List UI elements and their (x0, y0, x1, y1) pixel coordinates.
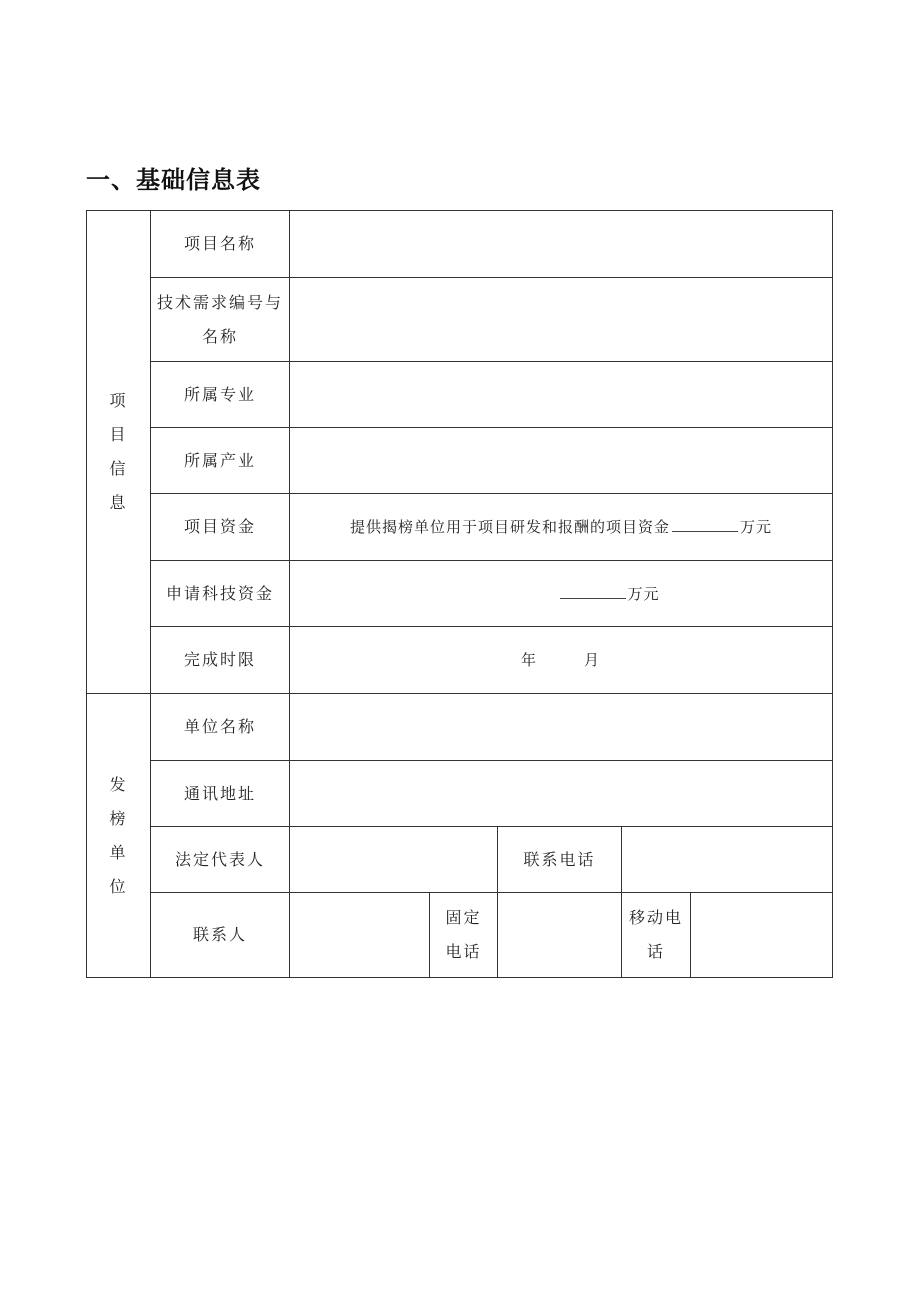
funding-text-before: 提供揭榜单位用于项目研发和报酬的项目资金 (350, 518, 671, 536)
group-char: 项 (109, 391, 128, 410)
funding-amount-blank[interactable] (672, 519, 738, 532)
project-info-group-label (87, 211, 151, 694)
mobile-label-line1: 移动电 (628, 908, 683, 927)
group-char: 榜 (109, 808, 128, 828)
tech-demand-label-line2: 名称 (201, 326, 238, 346)
deadline-field[interactable] (290, 627, 833, 694)
row-address (87, 761, 833, 827)
row-legal-rep (87, 827, 833, 893)
tech-demand-field[interactable] (290, 278, 833, 362)
apply-funding-field[interactable] (290, 561, 833, 627)
contact-person-field[interactable] (290, 893, 430, 978)
apply-funding-unit: 万元 (627, 584, 660, 603)
group-char: 单 (109, 842, 128, 862)
row-major (87, 362, 833, 428)
group-char: 目 (109, 425, 128, 444)
landline-field[interactable] (498, 893, 622, 978)
mobile-label (622, 893, 691, 978)
funding-sentence (290, 510, 832, 544)
contact-person-label: 联系人 (151, 893, 290, 978)
row-funding (87, 494, 833, 561)
project-name-field[interactable] (290, 211, 833, 278)
basic-info-table (86, 210, 833, 978)
funding-field[interactable] (290, 494, 833, 561)
major-label: 所属专业 (151, 362, 290, 428)
unit-name-field[interactable] (290, 694, 833, 761)
funding-label: 项目资金 (151, 494, 290, 561)
major-field[interactable] (290, 362, 833, 428)
industry-field[interactable] (290, 428, 833, 494)
deadline-value (290, 643, 832, 677)
contact-phone-field[interactable] (622, 827, 833, 893)
deadline-year: 年 (521, 651, 539, 669)
group-char: 位 (109, 876, 128, 896)
mobile-label-line2: 话 (646, 942, 665, 961)
row-contact-person (87, 893, 833, 978)
industry-label: 所属产业 (151, 428, 290, 494)
page-title: 一、基础信息表 (86, 166, 261, 194)
row-project-name (87, 211, 833, 278)
issuer-info-group-label (87, 694, 151, 978)
deadline-label: 完成时限 (151, 627, 290, 694)
apply-funding-sentence (558, 577, 660, 611)
unit-name-label: 单位名称 (151, 694, 290, 761)
tech-demand-label (151, 278, 290, 362)
apply-funding-amount-blank[interactable] (560, 586, 626, 599)
group-char: 息 (109, 493, 128, 512)
row-tech-demand (87, 278, 833, 362)
legal-rep-label: 法定代表人 (151, 827, 290, 893)
legal-rep-field[interactable] (290, 827, 498, 893)
tech-demand-label-line1: 技术需求编号与 (156, 292, 283, 312)
address-label: 通讯地址 (151, 761, 290, 827)
project-name-label: 项目名称 (151, 211, 290, 278)
row-deadline (87, 627, 833, 694)
landline-label (430, 893, 498, 978)
mobile-field[interactable] (691, 893, 833, 978)
group-char: 发 (109, 774, 128, 794)
row-unit-name (87, 694, 833, 761)
group-char: 信 (109, 459, 128, 478)
contact-phone-label: 联系电话 (498, 827, 622, 893)
deadline-month: 月 (584, 651, 602, 669)
apply-funding-label: 申请科技资金 (151, 561, 290, 627)
landline-label-line1: 固定 (445, 908, 482, 927)
row-apply-funding (87, 561, 833, 627)
landline-label-line2: 电话 (445, 942, 482, 961)
row-industry (87, 428, 833, 494)
funding-unit: 万元 (740, 518, 773, 536)
address-field[interactable] (290, 761, 833, 827)
